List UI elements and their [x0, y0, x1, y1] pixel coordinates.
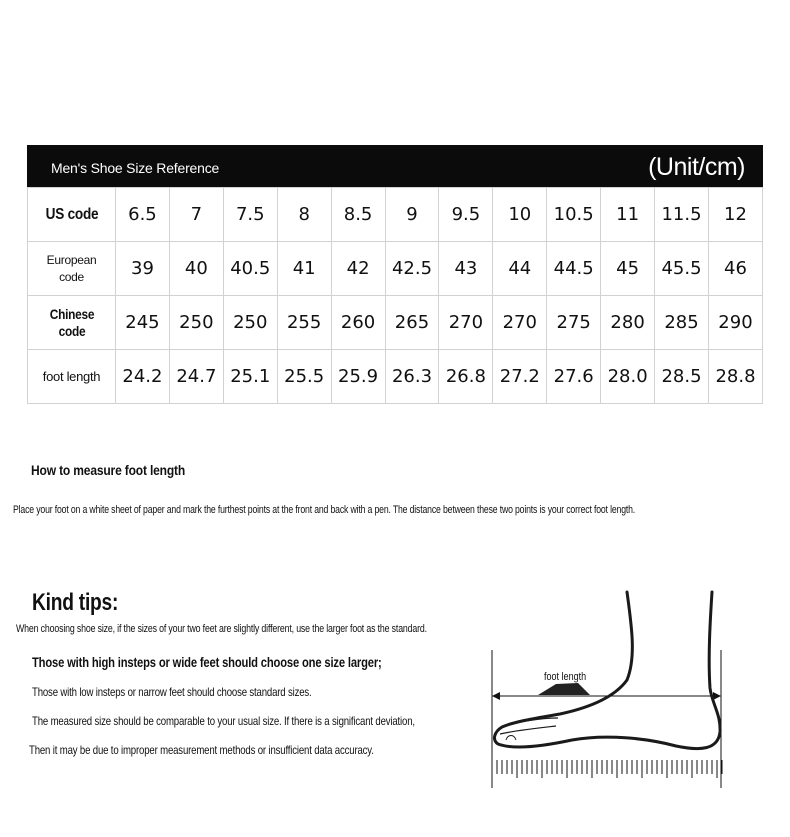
- size-cell: 245: [116, 296, 170, 350]
- size-cell: 27.2: [493, 350, 547, 404]
- tip-item: When choosing shoe size, if the sizes of your two feet are slightly different, use the larger foot as the standard.: [16, 623, 427, 635]
- size-grid: [27, 187, 763, 404]
- size-cell: 28.0: [601, 350, 655, 404]
- measure-instructions: Place your foot on a white sheet of paper and mark the furthest points at the front and back with a pen. The distance between these two points is your correct foot length.: [13, 504, 636, 516]
- size-cell: 24.2: [116, 350, 170, 404]
- size-cell: 40.5: [223, 242, 277, 296]
- size-cell: 9.5: [439, 188, 493, 242]
- size-cell: 6.5: [116, 188, 170, 242]
- size-row: [28, 242, 763, 296]
- size-cell: 39: [116, 242, 170, 296]
- size-cell: 8.5: [331, 188, 385, 242]
- size-cell: 44.5: [547, 242, 601, 296]
- size-cell: 24.7: [169, 350, 223, 404]
- size-cell: 270: [439, 296, 493, 350]
- size-cell: 44: [493, 242, 547, 296]
- foot-length-label: foot length: [544, 671, 587, 683]
- size-cell: 8: [277, 188, 331, 242]
- size-cell: 11: [601, 188, 655, 242]
- size-cell: 26.8: [439, 350, 493, 404]
- size-cell: 255: [277, 296, 331, 350]
- size-cell: 40: [169, 242, 223, 296]
- size-cell: 270: [493, 296, 547, 350]
- size-cell: 265: [385, 296, 439, 350]
- size-cell: 26.3: [385, 350, 439, 404]
- tip-item: Those with high insteps or wide feet should choose one size larger;: [32, 654, 382, 670]
- size-cell: 42.5: [385, 242, 439, 296]
- size-cell: 10: [493, 188, 547, 242]
- size-table: [27, 145, 763, 404]
- size-cell: 12: [708, 188, 762, 242]
- row-label: foot length: [28, 350, 116, 404]
- size-cell: 42: [331, 242, 385, 296]
- size-cell: 250: [169, 296, 223, 350]
- size-cell: 7: [169, 188, 223, 242]
- size-cell: 285: [655, 296, 709, 350]
- size-cell: 25.1: [223, 350, 277, 404]
- size-cell: 275: [547, 296, 601, 350]
- table-header: [27, 145, 763, 187]
- table-title: Men's Shoe Size Reference: [51, 160, 220, 176]
- size-cell: 46: [708, 242, 762, 296]
- measure-heading: How to measure foot length: [31, 462, 186, 478]
- row-label: US code: [34, 188, 109, 242]
- tip-item: Those with low insteps or narrow feet should choose standard sizes.: [32, 685, 312, 699]
- size-cell: 250: [223, 296, 277, 350]
- size-cell: 45.5: [655, 242, 709, 296]
- row-label: European code: [28, 242, 116, 296]
- size-cell: 10.5: [547, 188, 601, 242]
- size-cell: 27.6: [547, 350, 601, 404]
- size-cell: 43: [439, 242, 493, 296]
- size-cell: 7.5: [223, 188, 277, 242]
- size-cell: 28.5: [655, 350, 709, 404]
- size-cell: 45: [601, 242, 655, 296]
- size-cell: 280: [601, 296, 655, 350]
- size-cell: 25.5: [277, 350, 331, 404]
- size-cell: 28.8: [708, 350, 762, 404]
- size-row: [28, 188, 763, 242]
- row-label: Chinese code: [34, 296, 109, 350]
- foot-measurement-icon: [486, 588, 726, 793]
- size-cell: 11.5: [655, 188, 709, 242]
- tips-heading: Kind tips:: [32, 589, 119, 616]
- size-row: [28, 350, 763, 404]
- size-cell: 9: [385, 188, 439, 242]
- size-cell: 25.9: [331, 350, 385, 404]
- size-row: [28, 296, 763, 350]
- table-unit: (Unit/cm): [648, 153, 745, 181]
- tip-item: The measured size should be comparable to your usual size. If there is a significant deviation,: [32, 714, 415, 728]
- size-cell: 260: [331, 296, 385, 350]
- size-cell: 41: [277, 242, 331, 296]
- size-cell: 290: [708, 296, 762, 350]
- tip-item: Then it may be due to improper measurement methods or insufficient data accuracy.: [29, 743, 374, 757]
